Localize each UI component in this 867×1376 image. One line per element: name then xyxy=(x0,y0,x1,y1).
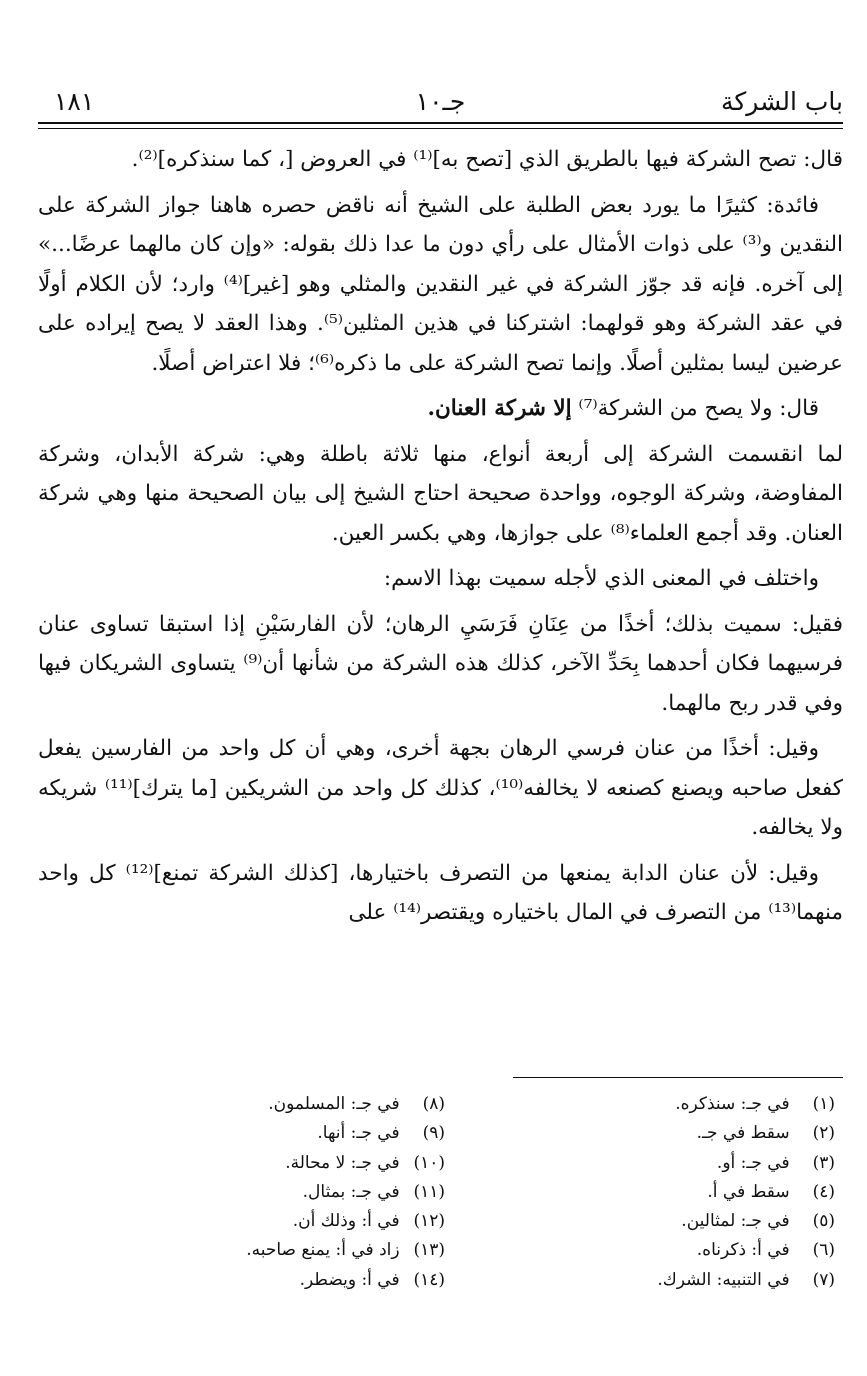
paragraph-8: وقيل: لأن عنان الدابة يمنعها من التصرف باختيارها، [كذلك الشركة تمنع]⁽¹²⁾ كل واحد منهما⁽¹³⁾ من التصرف في المال باختياره ويقتصر⁽¹⁴⁾ على xyxy=(38,860,843,925)
footnote-1: (١) في جـ: سنذكره. xyxy=(675,1094,835,1114)
footnote-10: (١٠) في جـ: لا محالة. xyxy=(285,1152,445,1173)
footnote-5: (٥) في جـ: لمثالين. xyxy=(681,1211,835,1232)
footnote-2: (٢) سقط في جـ. xyxy=(696,1123,835,1144)
paragraph-5: واختلف في المعنى الذي لأجله سميت بهذا الاسم: xyxy=(383,566,819,591)
header-rule-thin xyxy=(38,128,843,129)
footnote-9: (٩) في جـ: أنها. xyxy=(317,1123,445,1144)
paragraph-1: قال: تصح الشركة فيها بالطريق الذي [تصح به]⁽¹⁾ في العروض [، كما سنذكره]⁽²⁾. xyxy=(131,147,843,172)
volume-label: جـ١٠ xyxy=(415,87,466,116)
page-number: ١٨١ xyxy=(54,87,95,116)
main-text xyxy=(38,140,843,939)
bold-phrase: إلا شركة العنان. xyxy=(427,396,572,421)
book-page xyxy=(38,0,843,1376)
footnote-14: (١٤) في أ: ويضطر. xyxy=(299,1269,445,1290)
paragraph-4: لما انقسمت الشركة إلى أربعة أنواع، منها ثلاثة باطلة وهي: شركة الأبدان، وشركة المفاوضة، وشركة الوجوه، وواحدة صحيحة احتاج الشيخ إلى بيان الصحيحة منها وهي شركة العنان. وقد أجمع العلماء⁽⁸⁾ على جوازها، وهي بكسر العين. xyxy=(38,441,843,546)
footnotes-left-column xyxy=(115,1090,445,1295)
paragraph-2: فائدة: كثيرًا ما يورد بعض الطلبة على الشيخ أنه ناقض حصره هاهنا جواز الشركة على النقدين و⁽³⁾ على ذوات الأمثال على رأي دون ما عدا ذلك بقوله: «وإن كان مالهما عرضًا...» إلى آخره. فإنه قد جوّز الشركة في غير النقدين والمثلي وهو [غير]⁽⁴⁾ وارد؛ لأن الكلام أولًا في عقد الشركة وهو قولهما: اشتركنا في هذين المثلين⁽⁵⁾. وهذا العقد لا يصح إيراده على عرضين ليسا بمثلين أصلًا. وإنما تصح الشركة على ما ذكره⁽⁶⁾؛ فلا اعتراض أصلًا. xyxy=(38,192,843,376)
footnote-8: (٨) في جـ: المسلمون. xyxy=(268,1094,445,1114)
footnote-6: (٦) في أ: ذكرناه. xyxy=(696,1240,835,1261)
header-rule-thick xyxy=(38,122,843,124)
paragraph-6: فقيل: سميت بذلك؛ أخذًا من عِنَانِ فَرَسَيِ الرهان؛ لأن الفارسَيْنِ إذا استبقا تساوى عنان فرسيهما فكان أحدهما بِحَدِّ الآخر، كذلك هذه الشركة من شأنها أن⁽⁹⁾ يتساوى الشريكان فيها وفي قدر ربح مالهما. xyxy=(38,611,843,716)
paragraph-7: وقيل: أخذًا من عنان فرسي الرهان بجهة أخرى، وهي أن كل واحد من الفارسين يفعل كفعل صاحبه ويصنع كصنعه لا يخالفه⁽¹⁰⁾، كذلك كل واحد من الشريكين [ما يترك]⁽¹¹⁾ شريكه ولا يخالفه. xyxy=(38,736,843,840)
footnote-3: (٣) في جـ: أو. xyxy=(716,1152,835,1173)
footnote-12: (١٢) في أ: وذلك أن. xyxy=(292,1211,445,1232)
footnotes-right-column xyxy=(505,1090,835,1295)
footnote-7: (٧) في التنبيه: الشرك. xyxy=(657,1269,835,1290)
footnote-11: (١١) في جـ: بمثال. xyxy=(302,1181,445,1202)
chapter-title: باب الشركة xyxy=(720,87,843,116)
footnote-13: (١٣) زاد في أ: يمنع صاحبه. xyxy=(246,1240,445,1261)
paragraph-3: قال: ولا يصح من الشركة⁽⁷⁾ إلا شركة العنان. xyxy=(427,396,819,421)
footnote-separator xyxy=(513,1077,843,1078)
footnote-4: (٤) سقط في أ. xyxy=(707,1181,835,1202)
running-header xyxy=(38,84,843,120)
